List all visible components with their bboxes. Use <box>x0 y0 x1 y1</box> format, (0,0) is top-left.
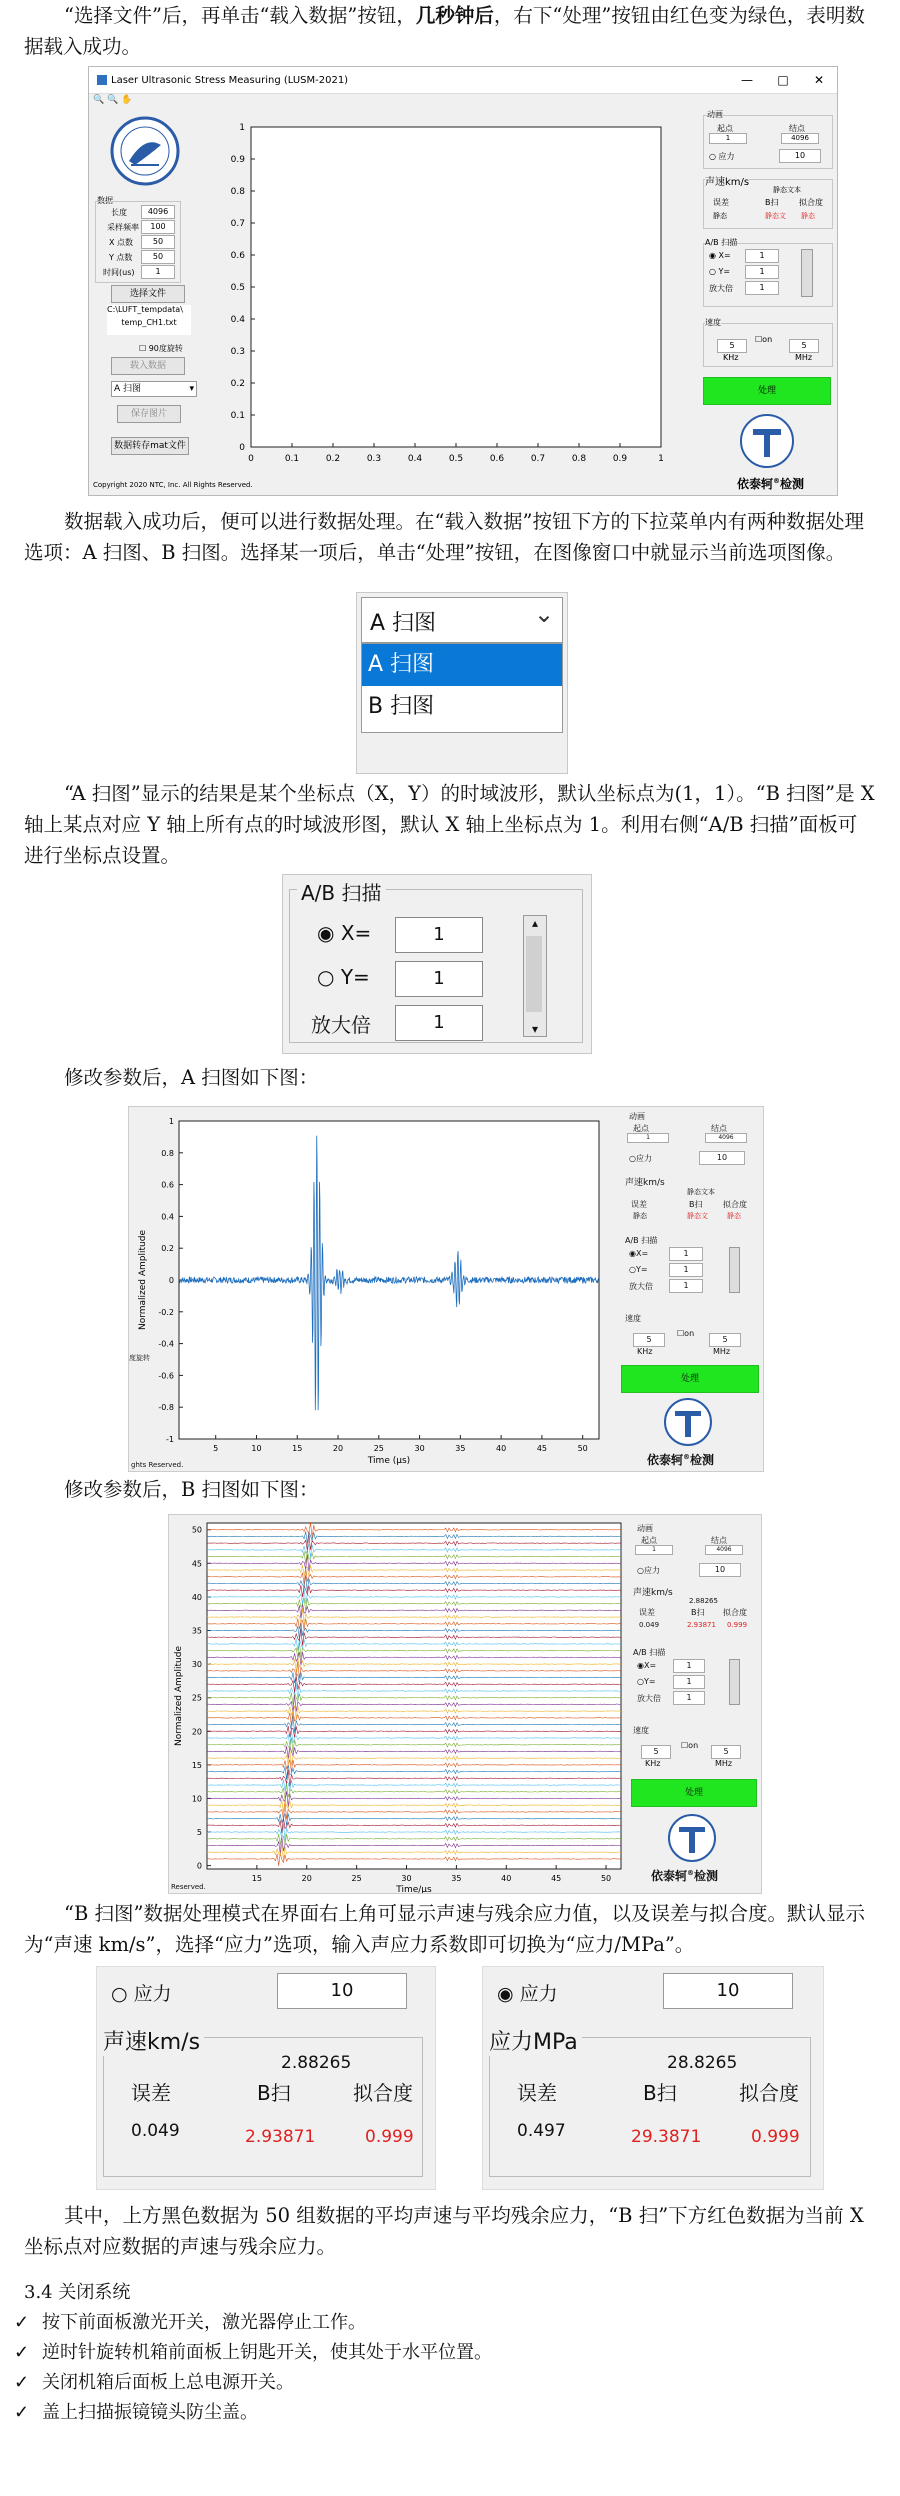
app-icon <box>97 75 107 85</box>
end-label: 结点 <box>711 1124 727 1133</box>
bscan-value: 静态文 <box>687 1212 708 1220</box>
velocity-mhz-field[interactable]: 5 <box>711 1745 741 1759</box>
fit-value: 0.999 <box>365 2127 414 2147</box>
para-ascan-title: 修改参数后，A 扫图如下图： <box>64 1066 319 1089</box>
step-item <box>14 2370 294 2396</box>
x-tick-label: 25 <box>351 1874 362 1883</box>
x-tick-label: 0.6 <box>489 454 505 464</box>
x-field[interactable]: 1 <box>673 1659 705 1673</box>
y-field[interactable]: 1 <box>673 1675 705 1689</box>
x-field[interactable]: 1 <box>745 249 779 263</box>
stress-label: 应力 <box>635 1154 652 1163</box>
y-label: Y= <box>340 965 370 989</box>
fit-value: 0.999 <box>727 1621 748 1629</box>
fit-label: 拟合度 <box>723 1200 747 1209</box>
y-tick-label: -0.6 <box>158 1371 174 1381</box>
y-radio[interactable]: ○ Y= <box>317 965 370 989</box>
dropdown-selected: A 扫图 <box>370 611 437 636</box>
x-radio[interactable]: ◉ X= <box>317 921 372 945</box>
copyright-fragment: Reserved. <box>171 1883 206 1891</box>
ab-panel-title: A/B 扫描 <box>297 877 386 906</box>
bscan-label: B扫 <box>691 1608 705 1617</box>
copyright: Copyright 2020 NTC, Inc. All Rights Reserved. <box>93 481 253 489</box>
check-icon: ✓ <box>14 2312 30 2333</box>
y-tick-label: 0.8 <box>161 1148 174 1158</box>
error-label: 误差 <box>639 1608 655 1617</box>
ascan-plot <box>129 1107 619 1471</box>
y-label: Y= <box>718 267 731 276</box>
lusm-window <box>88 66 838 496</box>
brand-suffix: 检测 <box>694 1869 719 1883</box>
y-field[interactable]: 1 <box>745 265 779 279</box>
chevron-down-icon: ▾ <box>189 384 194 394</box>
window-title: Laser Ultrasonic Stress Measuring (LUSM-2021) <box>111 74 349 86</box>
x-radio[interactable]: ◉X= <box>629 1249 649 1258</box>
zoom-label: 放大倍 <box>311 1013 371 1037</box>
error-value: 静态 <box>633 1212 647 1220</box>
para-bscan-title: 修改参数后，B 扫图如下图： <box>64 1478 319 1501</box>
error-label: 误差 <box>131 2081 171 2105</box>
para-load-data <box>24 0 876 62</box>
avg-speed: 2.88265 <box>281 2053 352 2073</box>
zoom-scrollbar[interactable] <box>729 1247 740 1293</box>
close-button[interactable]: ✕ <box>813 73 825 87</box>
x-label: X= <box>635 1249 649 1258</box>
brand-name <box>651 1867 718 1884</box>
x-tick-label: 0.4 <box>407 454 423 464</box>
velocity-khz-field[interactable]: 5 <box>641 1745 671 1759</box>
on-checkbox[interactable]: ☐on <box>677 1329 695 1338</box>
para-ascan-bscan: “A 扫图”显示的结果是某个坐标点（X，Y）的时域波形，默认坐标点为(1，1）。“B 扫图”是 X 轴上某点对应 Y 轴上所有点的时域波形图，默认 X 轴上坐标点为 1。利用右侧“A/B 扫描”面板可进行坐标点设置。 <box>24 782 875 867</box>
empty-plot <box>229 119 679 489</box>
x-tick-label: 0.3 <box>366 454 382 464</box>
error-label: 误差 <box>631 1200 647 1209</box>
x-points-field[interactable]: 50 <box>141 235 175 249</box>
y-axis-label: Normalized Amplitude <box>138 1229 148 1331</box>
bscan-side-panel <box>629 1515 761 1893</box>
velocity-khz-field[interactable]: 5 <box>633 1333 665 1347</box>
check-icon: ✓ <box>14 2342 30 2363</box>
stress-title: 应力MPa <box>489 2025 582 2056</box>
y-tick-label: 0.2 <box>161 1244 174 1254</box>
on-checkbox[interactable]: ☐on <box>681 1741 699 1750</box>
on-label: on <box>684 1329 695 1338</box>
y-radio[interactable]: ○ Y= <box>709 267 731 276</box>
animation-label: 动画 <box>637 1524 653 1533</box>
y-tick-label: 0.1 <box>230 411 245 421</box>
x-axis-label: Time (μs) <box>367 1456 411 1466</box>
end-field[interactable]: 4096 <box>781 133 819 144</box>
animation-label: 动画 <box>629 1112 645 1121</box>
bscan-value: 静态文 <box>765 212 786 220</box>
maximize-button[interactable]: □ <box>777 73 789 87</box>
save-image-button[interactable]: 保存图片 <box>117 405 181 423</box>
zoom-label: 放大倍 <box>637 1694 661 1703</box>
speed-label: 声速km/s <box>625 1178 665 1188</box>
step-text: 逆时针旋转机箱前面板上钥匙开关，使其处于水平位置。 <box>42 2342 492 2363</box>
zoom-label: 放大倍 <box>709 284 733 293</box>
copyright-fragment: ghts Reserved. <box>131 1461 184 1469</box>
y-tick-label: 0.4 <box>230 315 245 325</box>
stress-field[interactable]: 10 <box>699 1151 745 1165</box>
rotate-checkbox[interactable]: ☐ 90度旋转 <box>139 344 183 353</box>
stress-field[interactable]: 10 <box>779 149 821 163</box>
minimize-button[interactable]: — <box>741 73 753 87</box>
bscan-label: B扫 <box>257 2081 291 2105</box>
length-label: 长度 <box>111 208 127 217</box>
ab-panel-screenshot <box>282 874 592 1054</box>
bscan-label: B扫 <box>643 2081 677 2105</box>
stress-field[interactable]: 10 <box>699 1563 741 1577</box>
x-tick-label: 45 <box>536 1444 548 1453</box>
error-value: 静态 <box>713 212 727 220</box>
fit-label: 拟合度 <box>799 198 823 207</box>
step-text: 盖上扫描振镜镜头防尘盖。 <box>42 2402 258 2423</box>
check-icon: ✓ <box>14 2372 30 2393</box>
y-tick-label: 0.6 <box>161 1180 174 1190</box>
y-points-label: Y 点数 <box>109 253 133 262</box>
fit-value: 静态 <box>727 1212 741 1220</box>
error-label: 误差 <box>517 2081 557 2105</box>
step-text: 关闭机箱后面板上总电源开关。 <box>42 2372 294 2393</box>
y-tick-label: 10 <box>191 1794 202 1804</box>
x-tick-label: 10 <box>251 1444 262 1453</box>
speed-mode-panel <box>96 1966 436 2190</box>
y-axis-label: Normalized Amplitude <box>174 1645 184 1747</box>
section-heading: 3.4 关闭系统 <box>24 2282 131 2303</box>
end-label: 结点 <box>711 1536 727 1545</box>
zoom-field[interactable]: 1 <box>673 1691 705 1705</box>
dropdown-screenshot <box>356 592 568 774</box>
fit-label: 拟合度 <box>739 2081 799 2105</box>
scan-dropdown[interactable] <box>361 597 563 643</box>
bscan-label: B扫 <box>689 1200 703 1209</box>
step-item <box>14 2340 492 2366</box>
y-tick-label: 45 <box>191 1559 202 1569</box>
chevron-down-icon: ⌄ <box>534 600 555 628</box>
para-data-explain: 其中，上方黑色数据为 50 组数据的平均声速与平均残余应力，“B 扫”下方红色数据为当前 X 坐标点对应数据的声速与残余应力。 <box>24 2204 864 2258</box>
x-tick-label: 0.5 <box>448 454 464 464</box>
process-button[interactable]: 处理 <box>703 377 831 405</box>
bscan-plot <box>169 1515 629 1893</box>
stress-radio[interactable]: ○ 应力 <box>111 1983 172 2005</box>
khz-unit: KHz <box>637 1347 653 1356</box>
brand-text: 依泰轲 <box>647 1453 684 1467</box>
y-tick-label: 0.5 <box>230 283 245 293</box>
stress-field[interactable]: 10 <box>663 1973 793 2009</box>
zoom-field[interactable]: 1 <box>745 281 779 295</box>
fit-label: 拟合度 <box>353 2081 413 2105</box>
registered-mark: ® <box>683 1453 691 1461</box>
y-tick-label: 1 <box>168 1117 174 1126</box>
y-radio[interactable]: ○Y= <box>629 1265 648 1274</box>
registered-mark: ® <box>687 1869 695 1877</box>
time-field[interactable]: 1 <box>141 265 175 279</box>
y-tick-label: 0.9 <box>230 155 245 165</box>
x-label: X= <box>643 1661 657 1670</box>
ascan-side-panel <box>619 1107 763 1471</box>
plot-area <box>207 1523 621 1869</box>
animation-label: 动画 <box>707 110 723 119</box>
step-item <box>14 2310 366 2336</box>
y-tick-label: 0.6 <box>230 251 245 261</box>
brand-logo <box>663 1397 713 1447</box>
khz-unit: KHz <box>645 1759 661 1768</box>
x-tick-label: 45 <box>551 1874 562 1883</box>
para-bold: 几秒钟后 <box>415 4 494 27</box>
y-tick-label: 0.3 <box>230 347 245 357</box>
y-tick-label: 50 <box>191 1525 202 1535</box>
fit-label: 拟合度 <box>723 1608 747 1617</box>
stress-label: 应力 <box>718 152 735 161</box>
x-tick-label: 40 <box>501 1874 512 1883</box>
registered-mark: ® <box>773 477 781 485</box>
select-file-button[interactable]: 选择文件 <box>111 285 185 303</box>
stress-label: 应力 <box>133 1983 172 2005</box>
x-tick-label: 0.9 <box>612 454 628 464</box>
start-field[interactable]: 1 <box>709 133 747 144</box>
brand-suffix: 检测 <box>690 1453 715 1467</box>
brand-text: 依泰轲 <box>737 477 774 491</box>
x-field[interactable]: 1 <box>395 917 483 953</box>
y-label: Y= <box>643 1677 656 1686</box>
process-button[interactable]: 处理 <box>631 1779 757 1807</box>
ascan-screenshot <box>128 1106 764 1472</box>
data-group-label: 数据 <box>97 196 113 205</box>
x-radio[interactable]: ◉X= <box>637 1661 657 1670</box>
start-field[interactable]: 1 <box>635 1545 673 1555</box>
y-tick-label: 0.4 <box>161 1212 174 1222</box>
error-value: 0.497 <box>517 2121 566 2141</box>
x-tick-label: 0.1 <box>284 454 300 464</box>
brand-name <box>647 1451 714 1468</box>
x-tick-label: 50 <box>577 1444 588 1453</box>
zoom-field[interactable]: 1 <box>395 1005 483 1041</box>
scroll-thumb[interactable] <box>526 936 542 1012</box>
mhz-unit: MHz <box>715 1759 733 1768</box>
error-label: 误差 <box>713 198 729 207</box>
y-points-field[interactable]: 50 <box>141 250 175 264</box>
bscan-label: B扫 <box>765 198 779 207</box>
end-label: 结点 <box>789 124 805 133</box>
x-axis-label: Time/μs <box>396 1885 432 1893</box>
x-tick-label: 0.2 <box>325 454 341 464</box>
x-tick-label: 20 <box>301 1874 312 1883</box>
fit-value: 0.999 <box>751 2127 800 2147</box>
length-field[interactable]: 4096 <box>141 205 175 219</box>
x-radio[interactable]: ◉ X= <box>709 251 731 260</box>
scroll-up-icon[interactable]: ▴ <box>531 916 539 930</box>
check-icon: ✓ <box>14 2402 30 2423</box>
y-label: Y= <box>635 1265 648 1274</box>
dropdown-list <box>361 643 563 733</box>
x-tick-label: 15 <box>251 1874 262 1883</box>
ab-scan-label: A/B 扫描 <box>633 1648 666 1657</box>
scan-select-value: A 扫图 <box>114 384 142 394</box>
scroll-down-icon[interactable]: ▾ <box>531 1022 539 1036</box>
y-tick-label: 20 <box>191 1727 202 1737</box>
para-text: “选择文件”后，再单击“载入数据”按钮， <box>64 4 416 27</box>
sample-rate-label: 采样频率 <box>107 223 139 232</box>
y-tick-label: 0 <box>239 443 245 453</box>
avg-value: 静态文本 <box>773 186 801 194</box>
y-radio[interactable]: ○Y= <box>637 1677 656 1686</box>
start-label: 起点 <box>717 124 733 133</box>
window-titlebar <box>89 67 837 94</box>
speed-label: 声速km/s <box>705 173 749 188</box>
y-field[interactable]: 1 <box>395 961 483 997</box>
y-tick-label: 5 <box>196 1828 202 1838</box>
y-field[interactable]: 1 <box>669 1263 703 1277</box>
bscan-value: 29.3871 <box>631 2127 702 2147</box>
file-name: temp_CH1.txt <box>121 318 177 327</box>
error-value: 0.049 <box>639 1621 660 1629</box>
speed-group <box>103 2037 423 2177</box>
y-tick-label: 30 <box>191 1660 202 1670</box>
x-label: X= <box>340 921 372 945</box>
x-tick-label: 20 <box>332 1444 344 1453</box>
velocity-mhz-field[interactable]: 5 <box>709 1333 741 1347</box>
end-field[interactable]: 4096 <box>705 1133 747 1143</box>
zoom-pan-toolbar[interactable]: 🔍 🔍 ✋ <box>93 95 133 105</box>
y-tick-label: -0.8 <box>158 1403 174 1413</box>
brand-name <box>737 475 804 492</box>
stress-label: 应力 <box>519 1983 558 2005</box>
y-tick-label: 25 <box>191 1693 202 1703</box>
brand-logo <box>739 413 795 469</box>
para-bscan-mode: “B 扫图”数据处理模式在界面右上角可显示声速与残余应力值，以及误差与拟合度。默认显示为“声速 km/s”，选择“应力”选项，输入声应力系数即可切换为“应力/MPa”。 <box>24 1902 865 1956</box>
end-field[interactable]: 4096 <box>705 1545 743 1555</box>
zoom-scrollbar[interactable] <box>523 915 547 1037</box>
zoom-scrollbar[interactable] <box>729 1659 740 1705</box>
y-tick-label: 0.2 <box>230 379 245 389</box>
stress-group <box>489 2037 811 2177</box>
x-tick-label: 5 <box>213 1444 219 1453</box>
stress-field[interactable]: 10 <box>277 1973 407 2009</box>
start-label: 起点 <box>641 1536 657 1545</box>
khz-unit: KHz <box>723 353 739 362</box>
rotate-label: 90度旋转 <box>148 344 183 353</box>
velocity-label: 速度 <box>625 1314 641 1323</box>
x-label: X= <box>718 251 731 260</box>
y-tick-label: 0 <box>168 1276 174 1285</box>
x-tick-label: 1 <box>658 454 664 464</box>
zoom-label: 放大倍 <box>629 1282 653 1291</box>
bscan-value: 2.93871 <box>687 1621 716 1629</box>
dropdown-option-ascan[interactable]: A 扫图 <box>362 644 562 686</box>
stress-radio[interactable]: ○应力 <box>637 1566 660 1575</box>
y-tick-label: 35 <box>191 1626 202 1636</box>
file-path: C:\LUFT_tempdata\ <box>107 305 183 314</box>
x-tick-label: 50 <box>600 1874 612 1883</box>
step-item <box>14 2400 258 2426</box>
zoom-scrollbar[interactable] <box>801 249 813 297</box>
brand-suffix: 检测 <box>780 477 805 491</box>
on-label: on <box>762 335 773 344</box>
scan-select[interactable] <box>111 381 197 397</box>
process-button[interactable]: 处理 <box>621 1365 759 1393</box>
y-tick-label: -0.2 <box>158 1307 174 1317</box>
x-tick-label: 30 <box>414 1444 425 1453</box>
sample-rate-field[interactable]: 100 <box>141 220 175 234</box>
avg-stress: 28.8265 <box>667 2053 738 2073</box>
x-tick-label: 15 <box>292 1444 303 1453</box>
speed-label: 声速km/s <box>633 1588 673 1598</box>
y-tick-label: 1 <box>239 123 245 133</box>
error-value: 0.049 <box>131 2121 180 2141</box>
stress-radio[interactable]: ○ 应力 <box>709 152 735 161</box>
y-tick-label: -0.4 <box>158 1339 174 1349</box>
velocity-label: 速度 <box>705 318 721 327</box>
velocity-mhz-field[interactable]: 5 <box>789 339 819 353</box>
y-tick-label: -1 <box>166 1435 174 1444</box>
brand-text: 依泰轲 <box>651 1869 688 1883</box>
step-text: 按下前面板激光开关，激光器停止工作。 <box>42 2312 366 2333</box>
brand-logo <box>667 1813 717 1863</box>
mhz-unit: MHz <box>713 1347 731 1356</box>
on-label: on <box>688 1741 699 1750</box>
load-data-button[interactable]: 载入数据 <box>111 357 185 375</box>
time-label: 时间(us) <box>103 268 135 277</box>
start-field[interactable]: 1 <box>627 1133 669 1143</box>
file-path-box <box>107 305 191 335</box>
y-tick-label: 15 <box>191 1760 202 1770</box>
x-points-label: X 点数 <box>109 238 134 247</box>
avg-value: 静态文本 <box>687 1188 715 1196</box>
x-tick-label: 30 <box>401 1874 412 1883</box>
y-tick-label: 0.7 <box>230 219 245 229</box>
convert-mat-button[interactable]: 数据转存mat文件 <box>111 437 189 455</box>
para-text: ，右下“处理”按钮由红色变为绿色，表明数据载入成功。 <box>24 4 865 58</box>
x-tick-label: 35 <box>455 1444 466 1453</box>
fit-value: 静态 <box>801 212 815 220</box>
velocity-label: 速度 <box>633 1726 649 1735</box>
para-process: 数据载入成功后，便可以进行数据处理。在“载入数据”按钮下方的下拉菜单内有两种数据处理选项：A 扫图、B 扫图。选择某一项后，单击“处理”按钮，在图像窗口中就显示当前选项图像。 <box>24 510 864 564</box>
dropdown-option-bscan[interactable]: B 扫图 <box>368 694 435 719</box>
x-tick-label: 25 <box>373 1444 384 1453</box>
x-tick-label: 0.7 <box>530 454 546 464</box>
y-tick-label: 0 <box>196 1861 202 1871</box>
bscan-value: 2.93871 <box>245 2127 316 2147</box>
x-tick-label: 35 <box>451 1874 462 1883</box>
ab-scan-label: A/B 扫描 <box>625 1236 658 1245</box>
avg-value: 2.88265 <box>689 1597 718 1605</box>
x-tick-label: 0 <box>248 454 254 464</box>
ab-scan-label: A/B 扫描 <box>705 238 738 247</box>
stress-radio[interactable]: ◉ 应力 <box>497 1983 558 2005</box>
speed-title: 声速km/s <box>103 2025 204 2056</box>
y-tick-label: 0.8 <box>230 187 245 197</box>
start-label: 起点 <box>633 1124 649 1133</box>
university-logo <box>109 115 181 187</box>
x-field[interactable]: 1 <box>669 1247 703 1261</box>
stress-radio[interactable]: ○应力 <box>629 1154 652 1163</box>
stress-mode-panel <box>482 1966 824 2190</box>
y-tick-label: 40 <box>191 1592 202 1602</box>
zoom-field[interactable]: 1 <box>669 1279 703 1293</box>
velocity-khz-field[interactable]: 5 <box>717 339 747 353</box>
x-tick-label: 40 <box>496 1444 507 1453</box>
rotate-fragment: 度旋转 <box>129 1354 150 1362</box>
stress-label: 应力 <box>643 1566 660 1575</box>
on-checkbox[interactable]: ☐on <box>755 335 773 344</box>
mhz-unit: MHz <box>795 353 813 362</box>
bscan-screenshot <box>168 1514 762 1894</box>
x-tick-label: 0.8 <box>571 454 587 464</box>
